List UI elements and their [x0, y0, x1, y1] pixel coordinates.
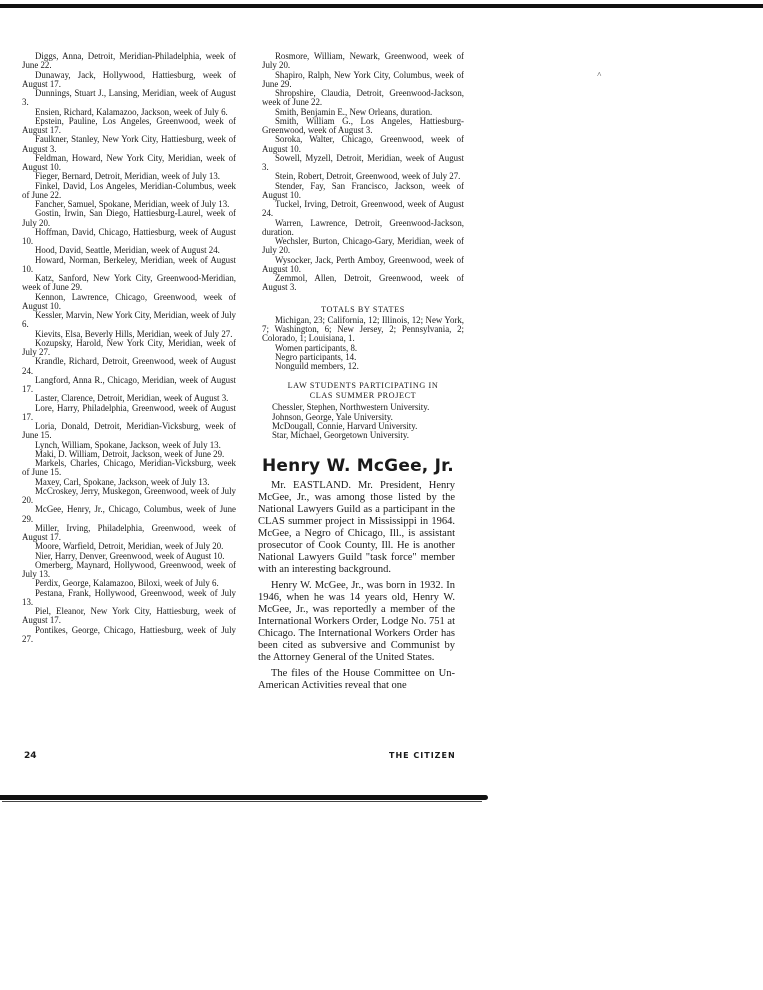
participant-entry: Piel, Eleanor, New York City, Hattiesburg, week of August 17. — [22, 606, 236, 626]
scan-mark: ˄ — [597, 70, 602, 79]
participant-list-right — [262, 52, 464, 440]
law-student-name: Star, Michael, Georgetown University. — [272, 430, 409, 440]
participant-list-left — [22, 52, 236, 644]
page-number: 24 — [24, 751, 37, 761]
participant-entry: Lore, Harry, Philadelphia, Greenwood, week of August 17. — [22, 402, 236, 422]
law-students-heading-line2: CLAS SUMMER PROJECT — [309, 391, 417, 401]
participant-entry: Rosmore, William, Newark, Greenwood, week of July 20. — [262, 51, 464, 71]
bottom-rule-thin — [2, 801, 482, 802]
participant-entry: Krandle, Richard, Detroit, Greenwood, week of August 24. — [22, 356, 236, 376]
article-paragraph: The files of the House Committee on Un-American Activities reveal that one — [258, 668, 455, 691]
participant-entry: Omerberg, Maynard, Hollywood, Greenwood, week of July 13. — [22, 559, 236, 579]
participant-entry: Faulkner, Stanley, New York City, Hattiesburg, week of August 3. — [22, 134, 236, 154]
participant-entry: Perdix, George, Kalamazoo, Biloxi, week of July 6. — [35, 578, 219, 589]
nonguild-members: Nonguild members, 12. — [275, 361, 359, 371]
law-students-heading-line1: LAW STUDENTS PARTICIPATING IN — [287, 381, 439, 391]
participant-entry: Wysocker, Jack, Perth Amboy, Greenwood, week of August 10. — [262, 254, 464, 274]
article-paragraph: Henry W. McGee, Jr., was born in 1932. In 1946, when he was 14 years old, Henry W. McGee, Jr., was reportedly a member of the International Workers Order, Lodge No. 751 at Chicago. The International Workers Order has been cited as subversive and Communist by the Attorney General of the United States. — [258, 580, 455, 663]
participant-entry: Pestana, Frank, Hollywood, Greenwood, week of July 13. — [22, 587, 236, 607]
participant-entry: Kessler, Marvin, New York City, Meridian, week of July 6. — [22, 310, 236, 330]
negro-participants: Negro participants, 14. — [275, 351, 357, 362]
participant-entry: Tuckel, Irving, Detroit, Greenwood, week of August 24. — [262, 199, 464, 219]
participant-entry: Shropshire, Claudia, Detroit, Greenwood-Jackson, week of June 22. — [262, 88, 464, 108]
totals-heading: TOTALS BY STATES — [321, 304, 405, 314]
participant-entry: Fieger, Bernard, Detroit, Meridian, week of July 13. — [35, 171, 220, 182]
participant-entry: Gostin, Irwin, San Diego, Hattiesburg-Laurel, week of July 20. — [22, 208, 236, 228]
law-student-name: Chessler, Stephen, Northwestern University. — [272, 402, 430, 413]
participant-entry: Nier, Harry, Denver, Greenwood, week of August 10. — [35, 550, 225, 561]
participant-list-right-entries — [262, 52, 464, 293]
participant-entry: Feldman, Howard, New York City, Meridian, week of August 10. — [22, 152, 236, 172]
participant-entry: Hoffman, David, Chicago, Hattiesburg, week of August 10. — [22, 226, 236, 246]
participant-entry: McGee, Henry, Jr., Chicago, Columbus, week of June 29. — [22, 504, 236, 524]
participant-entry: Fancher, Samuel, Spokane, Meridian, week of July 13. — [35, 199, 230, 209]
participant-entry: Pontikes, George, Chicago, Hattiesburg, week of July 27. — [22, 624, 236, 644]
participant-entry: Kievits, Elsa, Beverly Hills, Meridian, week of July 27. — [35, 328, 233, 339]
participant-entry: Shapiro, Ralph, New York City, Columbus, week of June 29. — [262, 69, 464, 89]
participant-entry: Soroka, Walter, Chicago, Greenwood, week of August 10. — [262, 134, 464, 154]
participant-entry: Katz, Sanford, New York City, Greenwood-Meridian, week of June 29. — [22, 273, 236, 293]
participant-entry: Diggs, Anna, Detroit, Meridian-Philadelphia, week of June 22. — [22, 51, 236, 71]
participant-entry: Warren, Lawrence, Detroit, Greenwood-Jackson, duration. — [262, 217, 464, 237]
article-body — [258, 480, 455, 696]
participant-entry: Stender, Fay, San Francisco, Jackson, week of August 10. — [262, 180, 464, 200]
law-students-heading — [262, 381, 464, 401]
participant-entry: Dunaway, Jack, Hollywood, Hattiesburg, week of August 17. — [22, 69, 236, 89]
bottom-rule — [0, 795, 488, 800]
totals-by-state: Michigan, 23; California, 12; Illinois, 12; New York, 7; Washington, 6; New Jersey, 2; Pennsylvania, 2; Colorado, 1; Louisiana, 1. — [262, 314, 464, 344]
participant-entry: Laster, Clarence, Detroit, Meridian, week of August 3. — [35, 393, 229, 404]
participant-entry: Howard, Norman, Berkeley, Meridian, week of August 10. — [22, 254, 236, 274]
participant-entry: Miller, Irving, Philadelphia, Greenwood, week of August 17. — [22, 522, 236, 542]
participant-entry: Kozupsky, Harold, New York City, Meridian, week of July 27. — [22, 337, 236, 357]
participant-entry: Moore, Warfield, Detroit, Meridian, week of July 20. — [35, 541, 224, 552]
participant-entry: Maki, D. William, Detroit, Jackson, week of June 29. — [35, 448, 225, 459]
participant-entry: Sowell, Myzell, Detroit, Meridian, week of August 3. — [262, 152, 464, 172]
participant-entry: Stein, Robert, Detroit, Greenwood, week of July 27. — [275, 171, 461, 182]
participant-entry: Wechsler, Burton, Chicago-Gary, Meridian, week of July 20. — [262, 236, 464, 256]
article-title: Henry W. McGee, Jr. — [262, 456, 454, 476]
participant-entry: Langford, Anna R., Chicago, Meridian, week of August 17. — [22, 374, 236, 394]
participant-entry: Hood, David, Seattle, Meridian, week of August 24. — [35, 245, 220, 256]
publication-name: THE CITIZEN — [389, 751, 456, 760]
participant-entry: Maxey, Carl, Spokane, Jackson, week of July 13. — [35, 476, 210, 487]
participant-entry: Smith, Benjamin E., New Orleans, duration. — [275, 106, 433, 117]
participant-entry: Markels, Charles, Chicago, Meridian-Vicksburg, week of June 15. — [22, 458, 236, 478]
participant-entry: Epstein, Pauline, Los Angeles, Greenwood, week of August 17. — [22, 115, 236, 135]
article-paragraph: Mr. EASTLAND. Mr. President, Henry McGee, Jr., was among those listed by the National Lawyers Guild as a participant in the CLAS summer project in Mississippi in 1964. McGee, a Negro of Chicago, Ill., is assistant prosecutor of Cook County, Ill. He is another National Lawyers Guild "task force" member with an interesting background. — [258, 480, 455, 575]
participant-entry: Lynch, William, Spokane, Jackson, week of July 13. — [35, 439, 221, 450]
law-student-name: Johnson, George, Yale University. — [272, 411, 393, 422]
participant-entry: Ensien, Richard, Kalamazoo, Jackson, week of July 6. — [35, 106, 228, 117]
participant-entry: Loria, Donald, Detroit, Meridian-Vicksburg, week of June 15. — [22, 421, 236, 441]
participant-entry: McCroskey, Jerry, Muskegon, Greenwood, week of July 20. — [22, 485, 236, 505]
participant-entry: Smith, William G., Los Angeles, Hattiesburg-Greenwood, week of August 3. — [262, 115, 464, 135]
women-participants: Women participants, 8. — [275, 342, 358, 353]
participant-entry: Finkel, David, Los Angeles, Meridian-Columbus, week of June 22. — [22, 180, 236, 200]
top-rule — [0, 4, 763, 8]
participant-entry: Zemmol, Allen, Detroit, Greenwood, week of August 3. — [262, 273, 464, 293]
participant-entry: Dunnings, Stuart J., Lansing, Meridian, week of August 3. — [22, 88, 236, 108]
participant-entry: Kennon, Lawrence, Chicago, Greenwood, week of August 10. — [22, 291, 236, 311]
law-student-name: McDougall, Connie, Harvard University. — [272, 420, 418, 431]
